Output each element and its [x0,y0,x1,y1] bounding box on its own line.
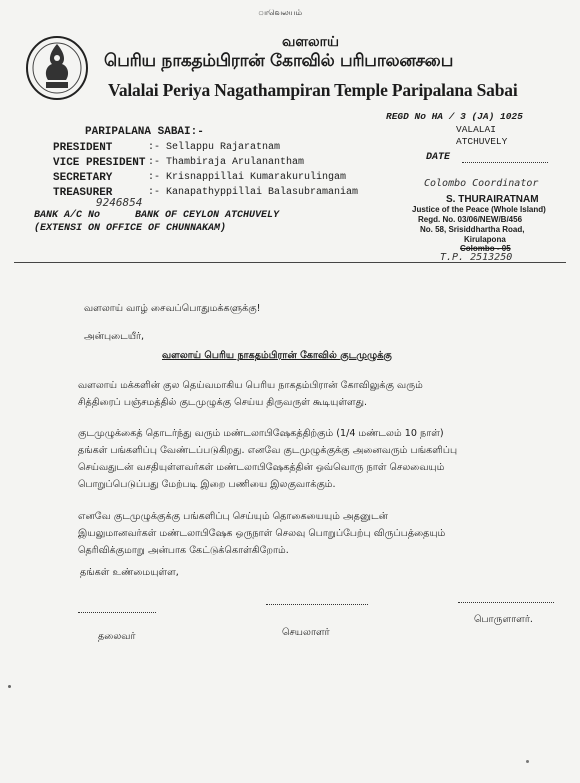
paragraph-line: வளலாய் மக்களின் குல தெய்வமாகிய பெரிய நாகதம்பிரான் கோவிலுக்கு வரும் [78,380,423,391]
paragraph-3 [78,508,445,559]
signature-treasurer-label: பொருளாளர். [474,614,533,625]
header-divider [14,262,566,263]
registration-place-1: VALALAI [456,124,496,135]
temple-title-english: Valalai Periya Nagathampiran Temple Paripalana Sabai [108,80,518,100]
letter-salutation: அன்புடையீர், [84,331,145,342]
registration-number: REGD No HA / 3 (JA) 1025 [386,111,523,122]
signature-line-president [78,612,156,613]
scan-speck [8,685,11,688]
paragraph-line: சித்திரைப் பஞ்சமத்தில் குடமுழுக்கு செய்ய திருவருள் கூடியுள்ளது. [78,397,368,408]
signature-secretary-label: செயலாளர் [282,627,330,638]
coordinator-handwritten: Colombo Coordinator [424,178,539,189]
signature-line-treasurer [458,602,554,603]
role-treasurer: TREASURER [53,187,113,199]
signature-president-label: தலைவர் [98,631,136,642]
date-label: DATE [426,152,451,163]
coordinator-phone: T.P. 2513250 [440,252,513,263]
coordinator-address-2: Kirulapona [464,235,506,244]
registration-place-2: ATCHUVELY [456,136,508,147]
paragraph-1 [78,377,423,411]
name-president: Sellappu Rajaratnam [166,142,281,153]
role-secretary: SECRETARY [53,172,113,184]
temple-title-tamil: பெரிய நாகதம்பிரான் கோவில் பரிபாலனசபை [104,51,454,71]
paragraph-line: தங்கள் பங்களிப்பு வேண்டப்படுகிறது. எனவே குடமுழுக்குக்கு அனைவரும் பங்களிப்பு [78,445,458,456]
bank-account-label: BANK A/C No [34,210,101,221]
paragraph-line: குடமுழுக்கைத் தொடர்ந்து வரும் மண்டலாபிஷேகத்திற்கும் (1/4 மண்டலம் 10 நாள்) [78,428,444,439]
sep-vice-president: :- [148,157,161,168]
bank-branch: (EXTENSI ON OFFICE OF CHUNNAKAM) [34,223,227,234]
bank-account-handwritten: 9246854 [96,196,143,209]
sep-secretary: :- [148,172,161,183]
coordinator-title: Justice of the Peace (Whole Island) [412,205,546,214]
scan-speck [526,760,529,763]
bank-name: BANK OF CEYLON ATCHUVELY [135,210,280,221]
paragraph-line: எனவே குடமுழுக்குக்கு பங்களிப்பு செய்யும் தொகையையும் அதனுடன் [78,511,388,522]
name-treasurer: Kanapathyppillai Balasubramaniam [166,187,359,198]
role-president: PRESIDENT [53,142,113,154]
paragraph-line: தெரிவிக்குமாறு அன்பாக கேட்டுக்கொள்கிறோம். [78,545,289,556]
sep-president: :- [148,142,161,153]
role-vice-president: VICE PRESIDENT [53,157,146,169]
coordinator-address-1: No. 58, Srisiddhartha Road, [420,225,525,234]
letter-closing: தங்கள் உண்மையுள்ள, [80,567,179,578]
name-secretary: Krisnappillai Kumarakurulingam [166,172,347,183]
temple-emblem-icon [22,30,92,102]
paragraph-line: இயலுமானவர்கள் மண்டலாபிஷேக ஒருநாள் செலவு பொறுப்பேற்பு விருப்பத்தையும் [78,528,446,539]
paragraph-line: செய்வதுடன் வசதியுள்ளவர்கள் மண்டலாபிஷேகத்தின் ஒவ்வொரு நாள் செலவையும் [78,462,445,473]
coordinator-address-3: Colombo - 05 [460,244,511,253]
date-line [462,162,548,163]
header-top-symbol: ாவெலயம் [258,8,303,17]
coordinator-name: S. THURAIRATNAM [446,194,539,205]
sep-treasurer: :- [148,187,161,198]
coordinator-regd: Regd. No. 03/06/NEW/B/456 [418,215,523,224]
letter-greeting: வளலாய் வாழ் சைவப்பொதுமக்களுக்கு! [84,303,261,314]
letter-subject: வளலாய் பெரிய நாகதம்பிரான் கோவில் குடமுழுக்கு [162,350,392,361]
name-vice-president: Thambiraja Arulanantham [166,157,305,168]
signature-line-secretary [266,604,368,605]
committee-heading: PARIPALANA SABAI:- [85,126,204,138]
place-title-tamil: வளலாய் [282,34,339,50]
paragraph-2 [78,425,457,493]
paragraph-line: பொறுப்பெடுப்பது மேற்படி இறை பணியை இலகுவாக்கும். [78,479,336,490]
